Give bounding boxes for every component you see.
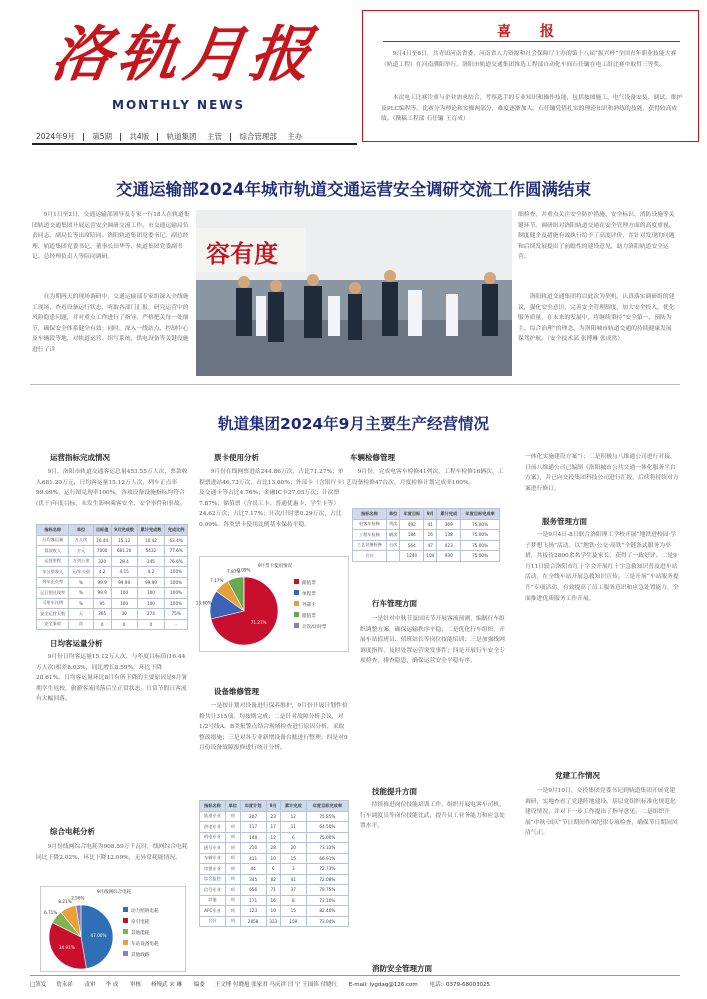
footer-phone: 电话：0379-68003025 [429,982,490,988]
ops-table-cell: 列车正点率 [37,577,69,588]
maintenance-table-cell: 项 [225,811,240,822]
maintenance-table-row [200,811,349,822]
maintenance-table-cell: 年度计划 [240,801,266,812]
ops-table-cell: % [69,577,93,588]
maintenance-table-cell: 项 [225,822,240,833]
footer-editors: 王文博 付晓旭 张家君 马庆祥 闫 宁 王国伟 付晓红 [214,982,338,988]
article1-right-para-2: 洛阳轨道交通集团将以此次为契机，认真落实调研组的建议，强化安全意识，完善安全管理制度，加大安全投入，优化服务质量，在未来的发展中，将继续秉持“安全第一、预防为主、综合治理”的理念，为洛阳城市轨道交通的持续健康发展保驾护航。（安全技术部 张博琳 张成然） [518,294,675,343]
xibao-box [362,10,699,142]
section-ops: 运营指标完成情况 [50,453,110,462]
maintenance-table-cell: 333 [266,916,280,927]
ops-table-cell: 0 [93,619,111,630]
legend-swatch [123,929,128,934]
ticket-pie-title: 9月票卡使用情况 [257,564,293,569]
maintenance-table-cell: 机电专业 [200,832,226,843]
vehicle-table-header [353,509,500,520]
ops-table-cell: 77.6% [165,546,188,557]
ops-table-cell: 100 [137,588,165,599]
vehicle-table-cell: 辆次 [386,530,400,541]
maintenance-table-row [200,885,349,896]
legend-label: 外部卡 [302,603,316,608]
section-vehicles: 车辆检修管理 [350,453,395,462]
footer-rule [30,975,680,976]
meeting-photo-illustration [196,210,512,376]
pie-label: 8.21% [58,898,72,904]
maintenance-table-cell: 15 [280,853,306,864]
ops-table-cell: 10.42 [137,535,165,546]
ops-table-row [37,546,188,557]
skills-paragraph: 持续推进岗位技能培训工作，组织开展电客车司机、行车调度员等岗位技能比武，提升员工业务能力和应急处置水平。 [360,802,505,830]
maintenance-table-header [200,801,349,812]
maintenance-table-row [200,822,349,833]
ops-table-cell: 28.4 [111,556,137,567]
vehicle-table-cell: 423 [437,540,461,551]
maintenance-table-cell: 72.08% [306,874,348,885]
section-party: 党建工作情况 [555,771,600,780]
ops-table-row [37,619,188,630]
maintenance-table-cell: 6 [280,832,306,843]
ops-table-cell: 76.6% [165,556,188,567]
ops-table-row [37,609,188,620]
ops-table-cell: 100 [111,588,137,599]
section-skills: 技能提升方面 [372,787,417,796]
vehicle-table-cell: 指标名称 [353,509,387,520]
maintenance-table-cell: 37 [280,885,306,896]
pie-label: 7.87% [227,568,241,574]
ops-table-cell: 日均客运量 [37,535,69,546]
maintenance-table-row [200,906,349,917]
legend-swatch [123,951,128,956]
maintenance-table-row [200,874,349,885]
maintenance-table-cell: 66.91% [306,853,348,864]
vehicle-table-cell: 16 [424,530,437,541]
ops-table-cell: % [69,598,93,609]
maintenance-table-cell: 通号专业 [200,843,226,854]
issue-host: 主管 [206,132,222,141]
ops-table-cell: 指标名称 [37,525,69,536]
section-equipment: 设备维修管理 [214,687,259,696]
maintenance-table-row [200,843,349,854]
legend-swatch [294,623,299,628]
ops-table-cell: 15.12 [111,535,137,546]
maintenance-table-cell: 41 [280,874,306,885]
ops-table-cell: 30 [111,609,137,620]
maintenance-table-cell: 项 [225,832,240,843]
maintenance-table-cell: 项 [225,906,240,917]
section-ticket: 票卡使用分析 [214,453,259,462]
maintenance-table-cell: 信号专业 [200,885,226,896]
maintenance-table [199,800,349,927]
maintenance-table-cell: 12 [280,811,306,822]
ops-table-cell: 9月完成数 [111,525,137,536]
ops-table-cell: 票款收入 [37,546,69,557]
maintenance-table-cell: 轨道专业 [200,811,226,822]
masthead-rule [32,143,357,145]
ops-table-cell: 100% [165,588,188,599]
article2-title: 轨道集团2024年9月主要生产经营情况 [218,415,489,433]
ops-table-cell: 100% [165,598,188,609]
vehicle-table-cell: 75.00% [461,540,500,551]
photo-sign-text: 容有度 [206,240,278,268]
ops-table-row [37,598,188,609]
maintenance-table-cell: 8 [280,895,306,906]
ops-table-cell: 100 [111,598,137,609]
maintenance-table-cell: 44 [240,864,266,875]
maintenance-table-cell: 73.32% [306,843,348,854]
ops-table-cell: 万列公里 [69,556,93,567]
maintenance-table-cell: 车辆专业 [200,853,226,864]
maintenance-table-cell: 82.40% [306,906,348,917]
vehicle-table-cell: 1240 [400,551,424,562]
vehicle-table-cell: 75.00% [461,551,500,562]
power-pie-svg [43,895,185,971]
maintenance-table-cell: 其他 [200,895,226,906]
maintenance-table-cell: 17 [266,822,280,833]
ops-table-cell: 安全运营天数 [37,609,69,620]
legend-label: 其他能耗 [131,931,150,936]
vehicle-table-cell: 累计完成 [437,509,461,520]
ops-table-cell: 681.20 [111,546,137,557]
maintenance-table-cell: 项 [225,885,240,896]
legend-swatch [123,940,128,945]
maintenance-table-cell: 11 [280,822,306,833]
issue-line [36,131,356,142]
legend-label: 牵引电耗 [131,920,150,925]
maintenance-table-cell: 6 [266,864,280,875]
maintenance-table-cell: 12 [266,832,280,843]
vehicle-table-cell [386,551,400,562]
maintenance-table-cell: 345 [240,874,266,885]
vehicle-table-row [353,530,500,541]
issue-total: 共4版 [129,132,150,141]
footer [30,980,690,988]
legend-swatch [294,612,299,617]
maintenance-table-cell: 148 [240,832,266,843]
vehicle-table [352,508,500,562]
ops-table-cell: 365 [93,609,111,620]
service-paragraph: 一是9月4日-8日联合洛阳理工学校开展“地铁进校园·学子梦想飞扬”活动。以“地铁·公交·高铁”全链条式服务为举措，共接待2800余名学生及家长，获得了一致好评。二是9月11日联合洛阳市红十字会开展红十字急救知识普及进车站活动，在全线车站开展急救知识宣传。三是开展“车站服务提升”专项活动，有效提高了员工服务意识和应急处置能力，全面推进优质服务工作开展。 [525,532,679,602]
ops-table-cell: 4.2 [93,567,111,578]
maintenance-table-cell: 10 [266,853,280,864]
vehicle-table-cell: 电客车检修 [353,519,387,530]
legend-label: 储值票 [302,614,316,619]
maintenance-table-cell: 411 [240,853,266,864]
vehicle-table-cell: 年度目标完成率 [461,509,500,520]
maintenance-table-cell: 207 [240,811,266,822]
ops-table-cell: 320 [93,556,111,567]
maintenance-table-cell: 综合监控 [200,874,226,885]
vehicle-table-cell: 47 [424,540,437,551]
ops-table-cell: 可用车比例 [37,598,69,609]
ops-table-header [37,525,188,536]
legend-label: 其他线路 [131,953,150,958]
maintenance-table-row [200,832,349,843]
maintenance-table-cell: 10 [266,906,280,917]
maintenance-table-cell: 123 [240,906,266,917]
ops-table-cell: 5432 [137,546,165,557]
legend-label: 车站设备电耗 [131,942,159,947]
vehicle-table-cell: 合计 [353,551,387,562]
article1-left-para-2: 在为期两天的现场调研中，交通运输部专家组深入全线施工现场，查看设备运行状态，听取各部门汇报，研究运营中的风险隐患问题，并对重点工作进行了指导。严格把关每一处细节，确保安全体系健全有效；同时，深入一线站点、控制中心及车辆段等地，对轨道运营、组写系统、供电设备等关键设施进行了详 [32,294,189,353]
maintenance-table-cell: 单位 [225,801,240,812]
legend-swatch [294,590,299,595]
ops-table-cell: 99.9 [93,588,111,599]
maintenance-table-row [200,916,349,927]
maintenance-table-cell: 82 [266,874,280,885]
ops-table-row [37,535,188,546]
vehicle-table-cell: 工艺设备检修 [353,540,387,551]
maintenance-table-cell: 供电专业 [200,822,226,833]
vehicle-table-cell: 138 [437,530,461,541]
vehicles-paragraph: 9月份，完成电客车检修41列次，工程车检修16辆次，工艺设备检修47台次，月度检修计划完成率100%。 [346,469,504,486]
ops-table-cell: 天 [69,609,93,620]
legend-label: 单程票 [302,592,316,597]
ticket-pie-svg [195,567,348,651]
ops-table-cell: 100 [137,598,165,609]
ops-table-cell: 4.15 [111,567,137,578]
vehicle-table-cell: 年度目标 [400,509,424,520]
ops-table-cell: 95 [93,598,111,609]
maintenance-table-cell: 75.00% [306,832,348,843]
masthead-title: 洛轨月报 [47,20,321,90]
legend-label: 储值票 [302,581,316,586]
section-fire-safety: 消防安全管理方面 [372,964,432,973]
vehicle-table-cell: 930 [437,551,461,562]
article1-photo [196,210,512,376]
maintenance-table-cell: 656 [240,885,266,896]
ops-table-cell: 万人次 [69,535,93,546]
issue-date: 2024年9月 [36,132,75,141]
maintenance-table-cell: 64.50% [306,822,348,833]
maintenance-table-cell: 项 [225,874,240,885]
maintenance-table-row [200,895,349,906]
legend-swatch [294,601,299,606]
footer-auditor: 杨慢武 宋 琳 [151,982,182,988]
maintenance-table-cell: 累计完成 [280,801,306,812]
vehicle-table-cell: 369 [437,519,461,530]
section-service: 服务管理方面 [542,517,587,526]
article1-right-para-1: 细检查，并重点关注安全防护措施、安全标识、消防设施等关键环节。调研组对洛阳轨道交通在安全管理方面的高度重视、制度健全及措施有效执行给予了高度评价，并针对发现的问题和后续发展提出了前瞻性的建设意见，助力洛阳轨道安全运营。 [518,212,675,261]
ops-table-cell: 车公里收入 [37,567,69,578]
maintenance-table-row [200,864,349,875]
maintenance-table-cell: 16 [266,895,280,906]
ops-table-cell: 99.99 [111,577,137,588]
maintenance-table-cell: AFC专业 [200,906,226,917]
article1-left-para-1: 9月1日至2日，交通运输部领导及专家一行18人在轨道集团轨道交通集团开展运营安全调研交流工作。市交通运输局负责同志、副局长等出席陪同。洛阳轨道集团党委书记、副总经理、轨道集团党委书记、董事长田华等、轨道集团党委副书记、总经理负责人等陪同调研。 [32,212,190,261]
vehicle-table-cell: 41 [424,519,437,530]
ops-table-row [37,567,188,578]
ops-table-cell: 单位 [69,525,93,536]
ops-paragraph: 9月，洛阳市轨道交通客运总量453.55万人次，票款收入681.20万元，日均客运量15.12万人次，列车正点率99.99%，运行图兑现率100%。各项设备设施指标均符合(优于)年度目标，未发生影响乘客安全、安全事件和事故。 [36,469,188,507]
maintenance-table-cell: 73.10% [306,895,348,906]
pie-label: 0.09% [237,567,251,573]
maintenance-table-cell: 79.75% [306,885,348,896]
pie-label: 71.27% [250,620,267,626]
section-power: 综合电耗分析 [50,827,95,836]
vehicle-table-cell: 492 [400,519,424,530]
footer-issuer: 詹永祥 [56,982,73,988]
maintenance-table-cell: 73.04% [306,916,348,927]
ops-table-row [37,556,188,567]
vehicle-table-cell: 104 [424,551,437,562]
ops-table-cell: 运营里程 [37,556,69,567]
maintenance-table-cell: 72.73% [306,864,348,875]
maintenance-table-cell: 9月 [266,801,280,812]
footer-reviewer: 李 成 [105,982,119,988]
maintenance-table-cell: 75.85% [306,811,348,822]
vehicle-table-cell: 9月 [424,509,437,520]
article1-title: 交通运输部2024年城市轨道交通运营安全调研交流工作圆满结束 [116,180,591,199]
vehicle-table-cell: 564 [400,540,424,551]
ops-table [36,524,188,630]
footer-issuer-label: □签发 [30,982,47,988]
ops-table-cell: 75% [165,609,188,620]
ops-table-cell: 4.2 [137,567,165,578]
power-pie-title: 9月线网综合电耗 [96,890,132,895]
vehicle-table-row [353,540,500,551]
ops-table-cell: 99.9 [93,577,111,588]
xibao-paragraph-2: 本次电工比赛注重与企业需求结合，考察选手的专业知识和操作技能，包括按图施工、电气设备安装、调试、维护及PLC编程等。比赛分为理论和实操两部分，难度逐渐加大。石任镛凭借扎实的理论知识和熟练的技能，获得较高成绩。（撰稿工程部 石任镛 王育成） [381,95,683,123]
vehicle-table-cell: 台次 [386,540,400,551]
ticket-pie-chart [195,556,349,652]
ops-table-row [37,577,188,588]
legend-label: 动力照明电耗 [131,909,159,914]
equipment-paragraph: 一是按计划对设备进行保养维护，9月份开展计划性检修共计315项，均按期完成；二是针对故障分析会议，对1/2号线A、B类报警点结合现场检查进行原因分析，采取整改措施；三是对各专业新增设备台账进行整理；四是对9月份设备故障报修进行统计分析。 [199,703,348,752]
pie-label: 13.60% [195,600,212,606]
ops-table-cell: 万元 [69,546,93,557]
maintenance-table-cell: 指标名称 [200,801,226,812]
vehicle-table-row [353,551,500,562]
legend-label: 计次/计时票 [302,625,327,630]
section-divider [30,384,680,385]
legend-swatch [294,579,299,584]
ops-table-cell: 274 [137,609,165,620]
ops-table-cell: 目标值 [93,525,111,536]
ops-table-cell: 运行图兑现率 [37,588,69,599]
ticket-paragraph: 9月份在线网票进站244.86万次，占比71.27%；单程票进站46.73万次，占比13.60%；外部卡（含银行卡）及交通卡等占比4.76%；金融IC卡27.05万次；计次票7.87%；储值票（含员工卡、普通优惠卡、学生卡等）24.62万次；占比7.17%；计次/计时票0.29万次，占比0.09%。各类票卡使用比例基本保持平稳。 [199,469,348,528]
daily-paragraph: 9月份日均客运量15.12万人次，与年度目标值(16.44万人次)相差8.03%，同比增长8.59%，环比下降28.61%。日均客运量环比8月有所下降的主要原因是9月暑期学生返校，旅游客流回落后呈正常状态。日常节假日客流有大幅回落。 [36,654,188,703]
footer-email: E-mail: lygdag@126.com [348,982,418,988]
train-ops-paragraph: 一是针对中秋节及国庆节开展客流预测，编制行车组织调整方案，确保运输秩序平稳；二是优化行车组织，开展车站值班员、值班站长等岗位技能培训；三是加强线网调度指挥，及时处置运营突发事件；四是开展行车安全专项检查，排查隐患，确保运营安全平稳有序。 [360,616,505,665]
maintenance-table-cell: 15 [280,906,306,917]
masthead-subtitle: MONTHLY NEWS [112,98,246,112]
xibao-divider [383,41,680,42]
footer-reviewer-label: 责审 [84,982,96,988]
vehicle-table-row [353,519,500,530]
ops-table-cell: 99.99 [137,577,165,588]
ops-table-cell: 次 [69,619,93,630]
maintenance-table-cell: 房建专业 [200,864,226,875]
power-pie-chart [40,886,186,972]
maintenance-table-cell: 28 [266,843,280,854]
pie-label: 7.17% [210,577,224,583]
maintenance-table-row [200,853,349,864]
xibao-title: 喜 报 [497,24,566,40]
ops-table-cell: 16.44 [93,535,111,546]
ops-table-cell: 245 [137,556,165,567]
maintenance-table-cell: 年度目标完成率 [306,801,348,812]
vehicle-table-cell: 列次 [386,519,400,530]
ops-table-cell: 100% [165,577,188,588]
ops-table-cell: 0 [137,619,165,630]
pie-label: 34.91% [58,944,75,950]
ops-table-cell: 7000 [93,546,111,557]
power-paragraph: 9月份线网综合电耗为908.59万千瓦时，线网综合电耗同比下降2.02%，环比下降12.09%，无异常耗能情况。 [36,844,188,861]
maintenance-table-cell: 2858 [240,916,266,927]
ops-table-cell: 安全事故 [37,619,69,630]
maintenance-table-cell: 23 [266,811,280,822]
maintenance-table-cell: 合计 [200,916,226,927]
ops-table-cell: 元/车公里 [69,567,93,578]
legend-swatch [123,918,128,923]
pie-label: 6.71% [43,910,58,916]
ops-table-cell: 累计完成数 [137,525,165,536]
issue-no: 第5期 [92,132,113,141]
ops-table-cell: % [69,588,93,599]
ops-table-cell: 完成比例 [165,525,188,536]
ops-table-cell: 0 [111,619,137,630]
vehicle-table-cell: 单位 [386,509,400,520]
maintenance-table-cell: 项 [225,843,240,854]
maintenance-table-cell: 171 [240,895,266,906]
issue-org: 轨道集团 [166,132,197,141]
vehicle-table-cell: 75.00% [461,519,500,530]
maintenance-table-cell: 117 [240,822,266,833]
policy-paragraph: 一体化实施建设方案”）；二是积极与八维通公司进行对接，日前八维通公司已编制《洛阳城市公共交通一体化服务平台方案》，并已向交投集团科技公司进行汇报，后续将持续对方案进行修订。 [525,454,679,492]
issue-dept: 综合管理部 [239,132,277,141]
xibao-paragraph-1: 9月4日至6日，共青团河南省委、河南省人力资源和社会保障厅主办的第十八届“振兴杯”全国青年职业技能大赛（轨道工程）在河南濮阳举行。洛阳市轨道交通集团推选工程部自动化车间石任镛在电工组比赛中取得三等奖。 [381,51,677,68]
maintenance-table-cell: 71 [266,885,280,896]
vehicle-table-cell: 75.00% [461,530,500,541]
pie-label: 2.56% [71,895,85,901]
vehicle-table-cell: 工程车检修 [353,530,387,541]
ops-table-row [37,588,188,599]
maintenance-table-cell: 20 [280,843,306,854]
maintenance-table-cell: 项 [225,916,240,927]
maintenance-table-cell: 159 [280,916,306,927]
ops-table-cell: 100% [165,567,188,578]
ops-table-cell: - [165,619,188,630]
vehicle-table-cell: 184 [400,530,424,541]
footer-auditor-label: 审核 [129,982,141,988]
issue-sponsor: 主办 [287,132,303,141]
party-paragraph: 一是9月10日，交投集团党委书记到轨道集团开展党建调研，实地查看了党建阵地建设、基层党组织标准化规范化建设情况，并对下一步工作提出了指导意见。二是组织开展“中秋·国庆”节日期间作风纪律专项检查，确保节日期间风清气正。 [525,788,678,837]
pie-label: 47.00% [90,933,107,939]
maintenance-table-cell: 项 [225,895,240,906]
maintenance-table-cell: 3 [280,864,306,875]
maintenance-table-cell: 项 [225,853,240,864]
maintenance-table-cell: 210 [240,843,266,854]
section-train-ops: 行车管理方面 [372,599,417,608]
maintenance-table-cell: 项 [225,864,240,875]
section-daily: 日均客运量分析 [50,639,103,648]
footer-editor-label: 编委 [193,982,205,988]
legend-swatch [123,907,128,912]
ops-table-cell: 63.4% [165,535,188,546]
